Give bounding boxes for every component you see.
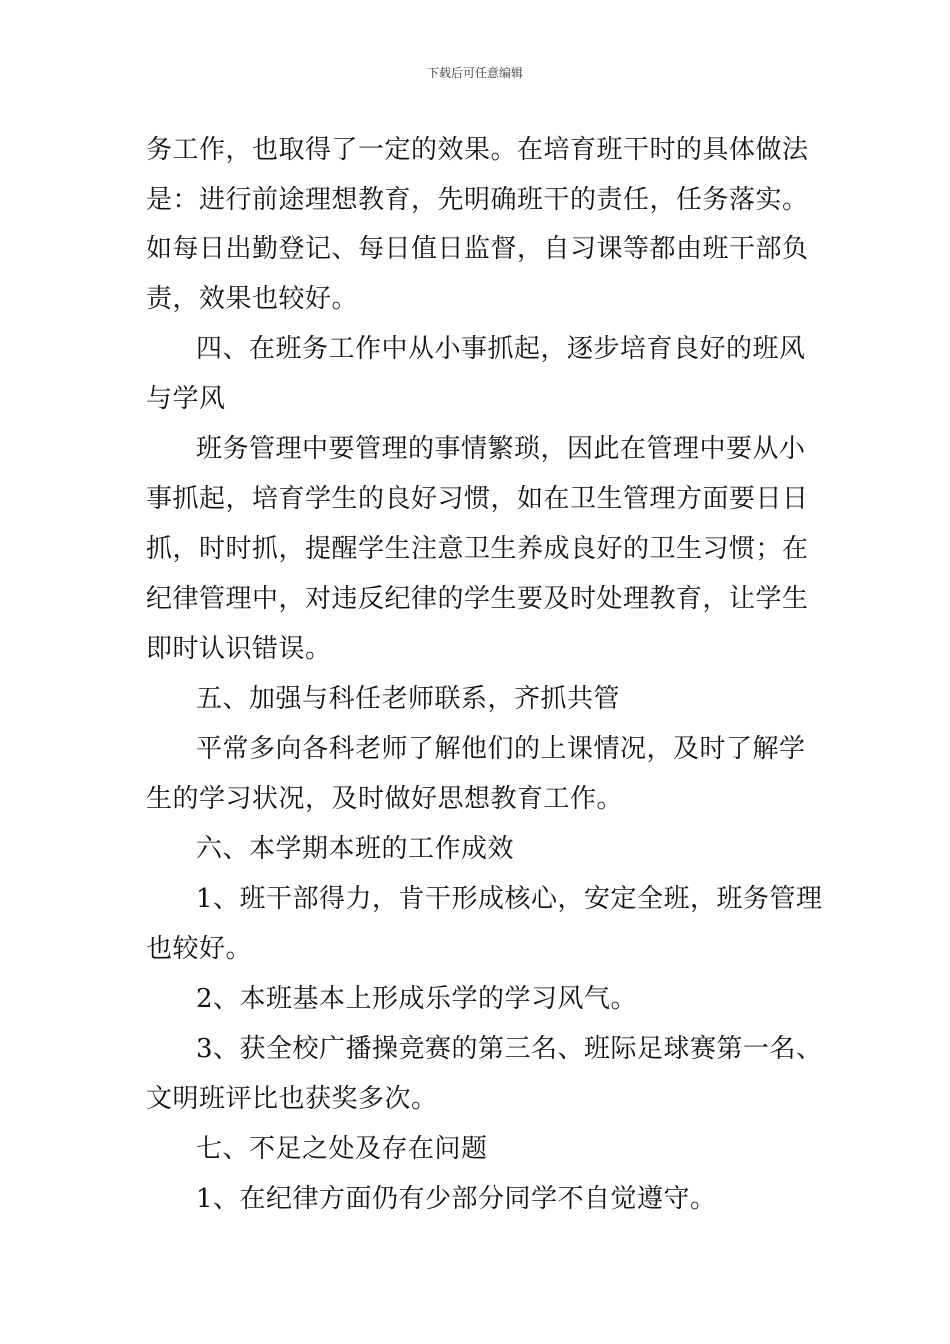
body-line: 抓，时时抓，提醒学生注意卫生养成良好的卫生习惯；在 xyxy=(146,534,809,564)
body-line: 责，效果也较好。 xyxy=(146,284,359,314)
list-item: 1、在纪律方面仍有少部分同学不自觉遵守。 xyxy=(196,1184,717,1214)
list-item: 3、获全校广播操竞赛的第三名、班际足球赛第一名、 xyxy=(196,1034,823,1064)
body-line: 是：进行前途理想教育，先明确班干的责任，任务落实。 xyxy=(146,185,809,215)
list-item: 1、班干部得力，肯干形成核心，安定全班，班务管理 xyxy=(196,884,823,914)
body-line: 事抓起，培育学生的良好习惯，如在卫生管理方面要日日 xyxy=(146,484,809,514)
body-line: 纪律管理中，对违反纪律的学生要及时处理教育，让学生 xyxy=(146,584,809,614)
body-line: 生的学习状况，及时做好思想教育工作。 xyxy=(146,784,624,814)
list-item-cont: 文明班评比也获奖多次。 xyxy=(146,1084,438,1114)
list-item: 2、本班基本上形成乐学的学习风气。 xyxy=(196,984,638,1014)
body-line: 平常多向各科老师了解他们的上课情况，及时了解学 xyxy=(196,734,806,764)
body-line: 务工作，也取得了一定的效果。在培育班干时的具体做法 xyxy=(146,135,809,165)
body-line: 班务管理中要管理的事情繁琐，因此在管理中要从小 xyxy=(196,434,806,464)
list-item-cont: 也较好。 xyxy=(146,934,253,964)
body-line: 如每日出勤登记、每日值日监督，自习课等都由班干部负 xyxy=(146,234,809,264)
body-line: 即时认识错误。 xyxy=(146,634,332,664)
section-heading: 五、加强与科任老师联系，齐抓共管 xyxy=(196,684,621,714)
section-heading: 七、不足之处及存在问题 xyxy=(196,1134,488,1164)
section-heading: 六、本学期本班的工作成效 xyxy=(196,834,515,864)
page-header: 下载后可任意编辑 xyxy=(426,66,523,80)
section-heading: 四、在班务工作中从小事抓起，逐步培育良好的班风 xyxy=(196,334,806,364)
section-heading-cont: 与学风 xyxy=(146,384,226,414)
